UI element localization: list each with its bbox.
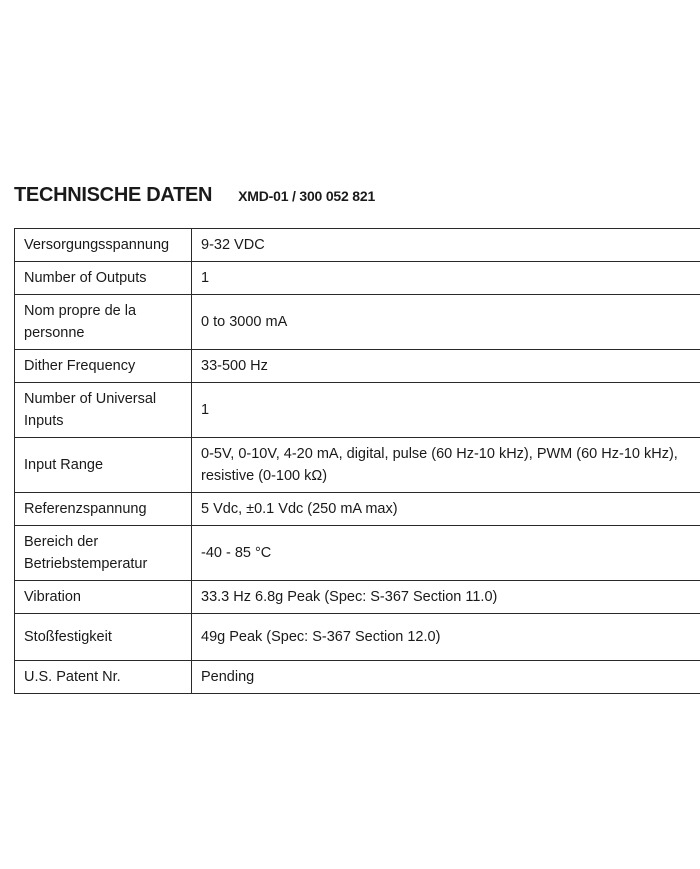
spec-value: 49g Peak (Spec: S-367 Section 12.0) <box>192 614 700 661</box>
spec-label: Bereich der Betriebstemperatur <box>15 526 192 581</box>
spec-label: Number of Universal Inputs <box>15 383 192 438</box>
table-row <box>15 295 700 350</box>
spec-value: 0-5V, 0-10V, 4-20 mA, digital, pulse (60 Hz-10 kHz), PWM (60 Hz-10 kHz), resistive (0-100 kΩ) <box>192 438 700 493</box>
document-heading <box>14 184 375 207</box>
spec-value: 1 <box>192 262 700 295</box>
table-row <box>15 661 700 694</box>
spec-label: U.S. Patent Nr. <box>15 661 192 694</box>
table-row <box>15 383 700 438</box>
spec-value: 5 Vdc, ±0.1 Vdc (250 mA max) <box>192 493 700 526</box>
page-title: TECHNISCHE DATEN <box>14 184 213 206</box>
spec-label: Referenzspannung <box>15 493 192 526</box>
spec-value: -40 - 85 °C <box>192 526 700 581</box>
table-row <box>15 350 700 383</box>
table-row <box>15 438 700 493</box>
spec-label: Nom propre de la personne <box>15 295 192 350</box>
spec-table <box>14 228 700 694</box>
table-row <box>15 229 700 262</box>
table-row <box>15 614 700 661</box>
spec-label: Dither Frequency <box>15 350 192 383</box>
spec-value: 1 <box>192 383 700 438</box>
spec-label: Number of Outputs <box>15 262 192 295</box>
table-row <box>15 581 700 614</box>
model-number: XMD-01 / 300 052 821 <box>238 188 376 204</box>
spec-value: 9-32 VDC <box>192 229 700 262</box>
spec-value: Pending <box>192 661 700 694</box>
spec-label: Stoßfestigkeit <box>15 614 192 661</box>
spec-value: 33-500 Hz <box>192 350 700 383</box>
table-row <box>15 262 700 295</box>
spec-label: Input Range <box>15 438 192 493</box>
spec-value: 33.3 Hz 6.8g Peak (Spec: S-367 Section 11.0) <box>192 581 700 614</box>
spec-label: Versorgungsspannung <box>15 229 192 262</box>
spec-label: Vibration <box>15 581 192 614</box>
spec-value: 0 to 3000 mA <box>192 295 700 350</box>
table-row <box>15 526 700 581</box>
table-row <box>15 493 700 526</box>
